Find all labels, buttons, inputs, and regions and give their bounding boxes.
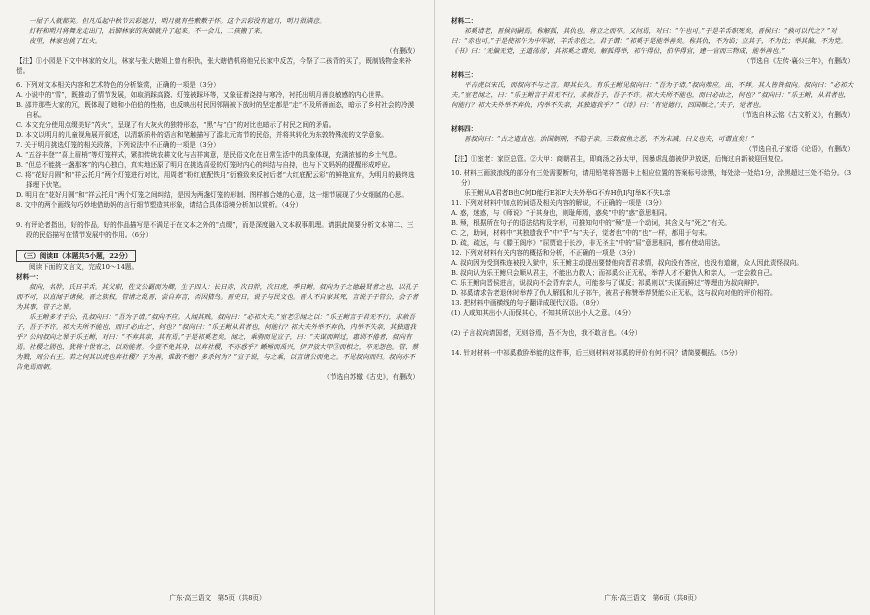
material-2-source: （节选自《左传·襄公三年》，有删改）	[743, 57, 854, 65]
material-4-source: （节选自孔子家语《论语》，有删改）	[745, 145, 854, 153]
page-footer-right: 广东·高三语文 第6页（共8页）	[604, 594, 701, 602]
question-14: 14. 针对材料一中祁奚救肸举能的这件事，后三则材料对祁奚的评价有何不同？请简要概括。（5分）	[451, 349, 742, 357]
question-12-option: D. 祁奚请求告老退休时举荐了仇人解狐和儿子祁午，被君子称赞举荐贤能公正无私，这与叔向对他的评价相符。	[451, 289, 777, 297]
question-7-option: D. 明月在“花好月圆”和“祥云托月”两个灯笼之间纠结，是因为两盏灯笼的形制、图样都合她的心意，这一细节展现了少女细腻的心思。	[16, 191, 408, 199]
question-11-option: D. 疏，疏远，与《滕王阁序》“屈贾谊于长沙，非无圣主”中的“屈”意思相同，都有使动用法。	[451, 239, 725, 247]
footnote: 【注】①小园是下文中林家的女儿，林家与张大瞎姐上曾有积仇，张大瞎借机将他兄长家中反苦，今祭了二孩背的买了，既制钱物金来补偿。	[16, 57, 412, 75]
question-7-option: A. “五谷丰登”“喜上眉梢”等灯笼样式，紧扣传统农耕文化与吉祥寓意，是民俗文化在日常生活中的具象体现，充满浓郁的乡土气息。	[16, 151, 402, 159]
question-11-option: A. 惑，迷惑，与《师说》“于其身也，则耻师焉，惑矣”中的“惑”意思相同。	[451, 209, 672, 217]
question-10-sentence-text: 乐王鲋从A君者B也C何D能行E祁F大夫外举G不弃H仇I内J举K不失L亲	[464, 189, 671, 197]
question-6-option: B. 邵井那些大家的冗，既体现了她和小伯伯的性格，也反映出村民因邻隔被下放时的坚定都是“走”不及所善面态，暗示了乡村社会的冷漠自私。	[16, 101, 415, 119]
material-4-paragraph: 晋叔向曰：“古之遗直也。治国制刑，不隐于亲。三数叔鱼之恶，不为末减。曰义也夫，可谓直矣！”	[464, 135, 755, 143]
question-8: 8. 文中的两个画线句巧妙地借助妈的言行细节塑造其形象，请结合具体语境分析加以赏析。（4分）	[16, 201, 303, 209]
material-3-source: （节选自林云铭《古文析义》，有删改）	[738, 111, 854, 119]
footnote: 【注】①室老：家臣总管。②大甲：商朝君主，即商汤之孙太甲，因暴虐乱德被伊尹放逐，后悔过自新被迎回复位。	[451, 155, 788, 163]
question-9: 9. 有评论者指出，好的作品，好的作品描写是不满足于在文本之外的“点缀”，而是深度融入文本叙事肌理。请据此简要分析文本第二、三段的民俗描写在情节发展中的作用。（6分）	[16, 221, 414, 239]
question-13-item: (1) 人咸知其出小人而保其心，不知其所以出小人之意。（4分）	[451, 309, 635, 317]
exam-page-right	[435, 0, 870, 615]
question-10-sentence	[451, 188, 854, 198]
question-11-stem: 11. 下列对材料中加点的词语及相关内容的解说，不正确的一项是（3分）	[451, 199, 666, 207]
material-1-paragraph: 乐王鲋多才于公，孔叔向曰：“吾为子请。”叔向不应。人闻其贱。叔向曰：“必祁大夫。”室老②闻之以：“乐王鲋言于君无不行，求赦吾子，吾子不许。祁大夫所不能也，而曰‘必由之’，何也？”叔向曰：“乐王鲋从君者也，何能行？祁大夫外举不弃仇，内举不失亲，其独遗我乎？公问叔向之罪于乐王鲋，对曰：“不弃其亲，其有焉。”于是祁奚老矣，闻之，乘驹而见宣子，曰：“夫谋而鲜过，惠训不倦者，叔向有焉。社稷之固也，犹将十世宥之，以劝能者。今壹不免其身，以弃社稷，不亦惑乎？鲧殛而禹兴，伊尹放大甲③而相之，卒无怨色。管、蔡为戮，周公右王。若之何其以虎也弃社稷？子为善，谁敢不勉？多杀何为？”宣子说，与之乘，以言诸公而免之。不见叔向而归。叔向亦不告免焉而朝。	[16, 313, 419, 371]
story-paragraph: 夜里，林家也挑了红火。	[29, 37, 102, 45]
material-4-label: 材料四：	[451, 125, 478, 133]
question-6-option: D. 本文以明月的儿童视角展开叙述，以清新质朴的语言和笔触描写了澹北元宵节的民俗，并将其转化为东敦特殊流的文学意象。	[16, 131, 388, 139]
question-13-stem: 13. 把材料中画横线的句子翻译成现代汉语。（8分）	[451, 299, 603, 307]
material-3-label: 材料三：	[451, 71, 478, 79]
question-6-stem: 6. 下列对文本相关内容和艺术特色的分析鉴赏，正确的一项是（3分）	[16, 81, 220, 89]
question-12-option: B. 叔向认为乐王鲋只会顺从君主，不能出力救人；而祁奚公正无私，举荐人才不避仇人和亲人，一定会救自己。	[451, 269, 777, 277]
question-12-option: C. 乐王鲋向晋侯进言，说叔向不会背弃亲人，可能参与了谋反；祁奚则以“夫谋而鲜过”等理由为叔向辩护。	[451, 279, 764, 287]
question-10-stem: 10. 材料三画波浪线的部分有三处需要断句，请用铅笔将答题卡上相应位置的答案标号涂黑，每处涂一处给1分，涂黑超过三处不给分。（3分）	[451, 169, 852, 187]
material-2-label: 材料二：	[451, 17, 478, 25]
section-3-title	[16, 250, 419, 262]
story-paragraph: 一屋子人就都笑。但凡瓜起中秋节云彩遮月，明月就有些敷敷于怀。这个云彩没有遮月，明月很满意。	[29, 17, 326, 25]
question-6-option: C. 本文充分使用点缀美好“芮火”，呈现了有大灰火的独特形态，“黑”与“白”的对比也暗示了村民之间的矛盾。	[16, 121, 336, 129]
question-7-option: B. “但总不能挑一盏那客”的内心独白，真实地还原了明月在挑选喜爱的灯笼时内心的纠结与自持，也与下文妈妈的提醒形成呼应。	[16, 161, 395, 169]
material-1-label: 材料一：	[16, 273, 43, 281]
page-footer-left: 广东·高三语文 第5页（共8页）	[169, 594, 266, 602]
question-12-stem: 12. 下列对材料有关内容的概括和分析，不正确的一项是（3分）	[451, 249, 640, 257]
question-6-option: A. 小说中的“雪”，既推动了情节发展，如取消踩高跷、灯笼被踩坏等，又象征着浇持与寒冷，衬托出明月善良敏感的内心世界。	[16, 91, 388, 99]
story-paragraph: 灯籽和明月将舞龙走出门，后脚林家的灰烟就升了起来。不一会儿，二孩搬了来。	[29, 27, 267, 35]
source-note: （有删改）	[386, 47, 419, 55]
section-3-heading: （三）阅读Ⅱ（本题共5小题，22分）	[16, 250, 136, 262]
material-1-source: （节选自苏辙《古史》，有删改）	[323, 373, 419, 381]
question-7-option: C. 将“花好月圆”和“祥云托月”两个灯笼进行对比，用周者“粉红底配铁月”衍雅致来反衬后者“大红底配云彩”的鲜艳宣弃，为明月的最终选择埋下伏笔。	[16, 171, 415, 189]
question-11-option: B. 殛，根据所在句子的语法结构及字形，可推知句中的“殛”是一个动词，其含义与“死之”有关。	[451, 219, 731, 227]
question-12-option: A. 叔向因为受到株连被投入狱中，乐王鲋主动提出要替他向晋君求情，叔向没有答应，也没有道谢，众人因此责怪叔向。	[451, 259, 803, 267]
material-3-paragraph: 平吉虎以宋氏，而叔向不与之言。辩其长久。有乐王鲋见叔向曰：“吾为子请。”叔向弗应。出，不拜。其人皆咎叔向。叔向曰：“必祁大夫。”室老闻之，曰：“乐王鲋言于君无不行，求赦吾子，吾子不许。祁大夫所不能也，而曰必由之，何也？”叔向曰：“乐王鲋，从君者也，何能行？祁大夫外举不弃仇，内举不失亲，其独遗我乎？”《诗》曰：‘有觉德行，四国顺之。’夫子，觉者也。	[451, 81, 854, 109]
section-3-instruction: 阅读下面的文言文，完成10～14题。	[29, 263, 139, 271]
question-7-stem: 7. 关于明月挑选灯笼的相关段落，下列说法中不正确的一项是（3分）	[16, 141, 220, 149]
material-1-paragraph: 叔向，名肸，氏日羊舌。其父职，佐文公霸而为卿，生子四人：长日赤，次日肸，次日虎，季日鲋。叔向为子之德最贤者之也，以孔子而不可，以直闻于诸侯。晋之族权，管诸之乱晋，尝自弃言，否因猜鸟。晋史日，说子与民文也。晋人不自家其死，言说子于管公，会子者为其事，管子之罪。	[16, 283, 419, 311]
question-11-option: C. 之，助词，材料中“其独遗我乎”中“乎”与“夫子，觉者也”中的“也”一样，都用于句末。	[451, 229, 712, 237]
material-2-paragraph: 祁奚请老，晋侯问嗣焉。称解狐，其仇也。将立之而卒。又问焉，对曰：“午也可。”于是羊舌职死矣，晋侯曰：“孰可以代之？”对曰：“赤也可。”于是使祁午为中军尉，羊舌赤佐之。君子谓：“祁奚于是能举善矣。称其仇，不为谄；立其子，不为比；举其偏，不为党。《书》曰：‘无偏无党，王道荡荡’，其祁奚之谓矣。解狐得举，祁午得位，伯华得官，建一官而三物成，能举善也。”	[451, 27, 847, 55]
question-13-item: (2) 子言叔向请国者，无则谷焉，吾不为也，我不敢言也。（4分）	[451, 329, 642, 337]
